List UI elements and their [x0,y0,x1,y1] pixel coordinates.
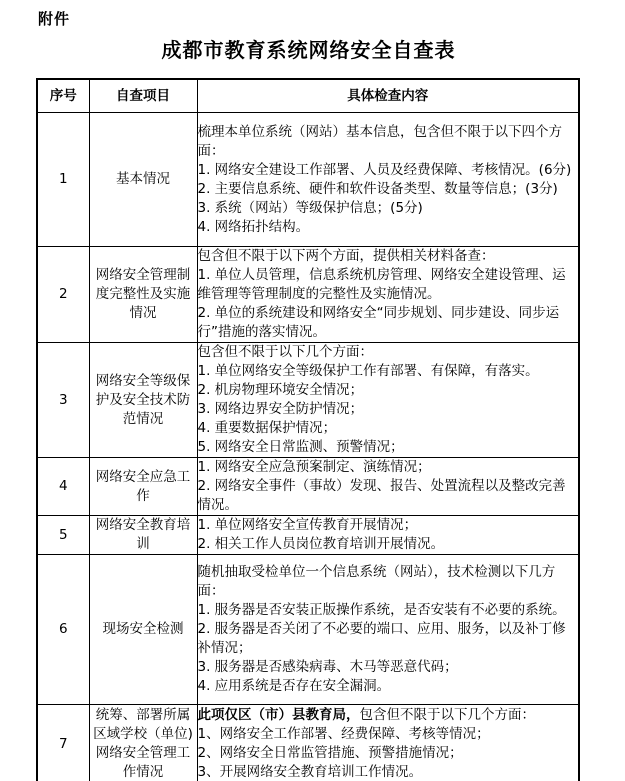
content-cell [197,113,579,247]
content-line: 此项仅区（市）县教育局，包含但不限于以下几个方面： [197,707,535,723]
attachment-label: 附件 [38,10,71,28]
content-line: 4. 应用系统是否存在安全漏洞。 [197,678,391,694]
content-cell [197,247,579,343]
content-line: 4. 重要数据保护情况； [197,420,337,436]
page-title: 成都市教育系统网络安全自查表 [161,38,456,62]
table-row [37,247,579,343]
content-line: 4. 网络拓扑结构。 [197,218,310,235]
item-cell: 网络安全应急工作 [89,458,197,516]
content-line: 2. 单位的系统建设和网络安全“同步规划、同步建设、同步运行”措施的落实情况。 [197,305,560,340]
self-check-table [36,78,580,781]
content-cell [197,555,579,705]
item-cell: 现场安全检测 [89,555,197,705]
content-line: 1. 单位网络安全等级保护工作有部署、有保障，有落实。 [197,363,539,379]
content-line: 1. 单位人员管理，信息系统机房管理、网络安全建设管理、运维管理等管理制度的完整性及实施情况。 [197,267,566,302]
table-body [37,113,579,781]
table-row [37,343,579,458]
table-row [37,113,579,247]
content-line: 3. 系统（网站）等级保护信息；(5分) [197,199,423,216]
content-line: 梳理本单位系统（网站）基本信息，包含但不限于以下四个方面： [197,123,562,159]
content-line: 2、网络安全日常监管措施、预警措施情况； [197,745,463,761]
content-line: 3、开展网络安全教育培训工作情况。 [197,764,423,780]
content-line: 包含但不限于以下两个方面，提供相关材料备查： [197,248,495,264]
content-line: 2. 相关工作人员岗位教育培训开展情况。 [197,536,445,552]
content-line: 2. 机房物理环境安全情况； [197,382,364,398]
content-line: 1. 服务器是否安装正版操作系统，是否安装有不必要的系统。 [197,602,566,618]
content-line: 2. 网络安全事件（事故）发现、报告、处置流程以及整改完善情况。 [197,478,566,513]
content-line: 1. 网络安全建设工作部署、人员及经费保障、考核情况。(6分) [197,161,572,178]
row-number-cell: 7 [37,705,89,781]
table-header-row [37,79,579,113]
content-line: 1. 单位网络安全宣传教育开展情况； [197,517,418,533]
content-line: 包含但不限于以下几个方面： [197,344,373,360]
content-line: 随机抽取受检单位一个信息系统（网站），技术检测以下几方面： [197,564,556,599]
header-cell-content: 具体检查内容 [197,79,579,113]
content-line: 3. 网络边界安全防护情况； [197,401,364,417]
content-cell [197,705,579,781]
row-number-cell: 2 [37,247,89,343]
content-line: 1. 网络安全应急预案制定、演练情况； [197,459,431,475]
item-cell: 网络安全等级保护及安全技术防范情况 [89,343,197,458]
content-line: 2. 服务器是否关闭了不必要的端口、应用、服务，以及补丁修补情况； [197,621,566,656]
table-row [37,705,579,781]
content-line: 1、网络安全工作部署、经费保障、考核等情况； [197,726,490,742]
item-cell: 基本情况 [89,113,197,247]
table-row [37,458,579,516]
content-cell [197,516,579,555]
content-line: 2. 主要信息系统、硬件和软件设备类型、数量等信息；(3分) [197,180,558,197]
row-number-cell: 3 [37,343,89,458]
row-number-cell: 1 [37,113,89,247]
table-row [37,555,579,705]
row-number-cell: 6 [37,555,89,705]
item-cell: 网络安全管理制度完整性及实施情况 [89,247,197,343]
row-number-cell: 4 [37,458,89,516]
content-line-bold-prefix: 此项仅区（市）县教育局， [197,707,360,723]
header-cell-item: 自查项目 [89,79,197,113]
content-line: 3. 服务器是否感染病毒、木马等恶意代码； [197,659,458,675]
content-cell [197,343,579,458]
content-cell [197,458,579,516]
row-number-cell: 5 [37,516,89,555]
item-cell: 网络安全教育培训 [89,516,197,555]
content-line: 5. 网络安全日常监测、预警情况； [197,439,404,455]
item-cell: 统筹、部署所属区域学校（单位)网络安全管理工作情况 [89,705,197,781]
table-row [37,516,579,555]
header-cell-number: 序号 [37,79,89,113]
